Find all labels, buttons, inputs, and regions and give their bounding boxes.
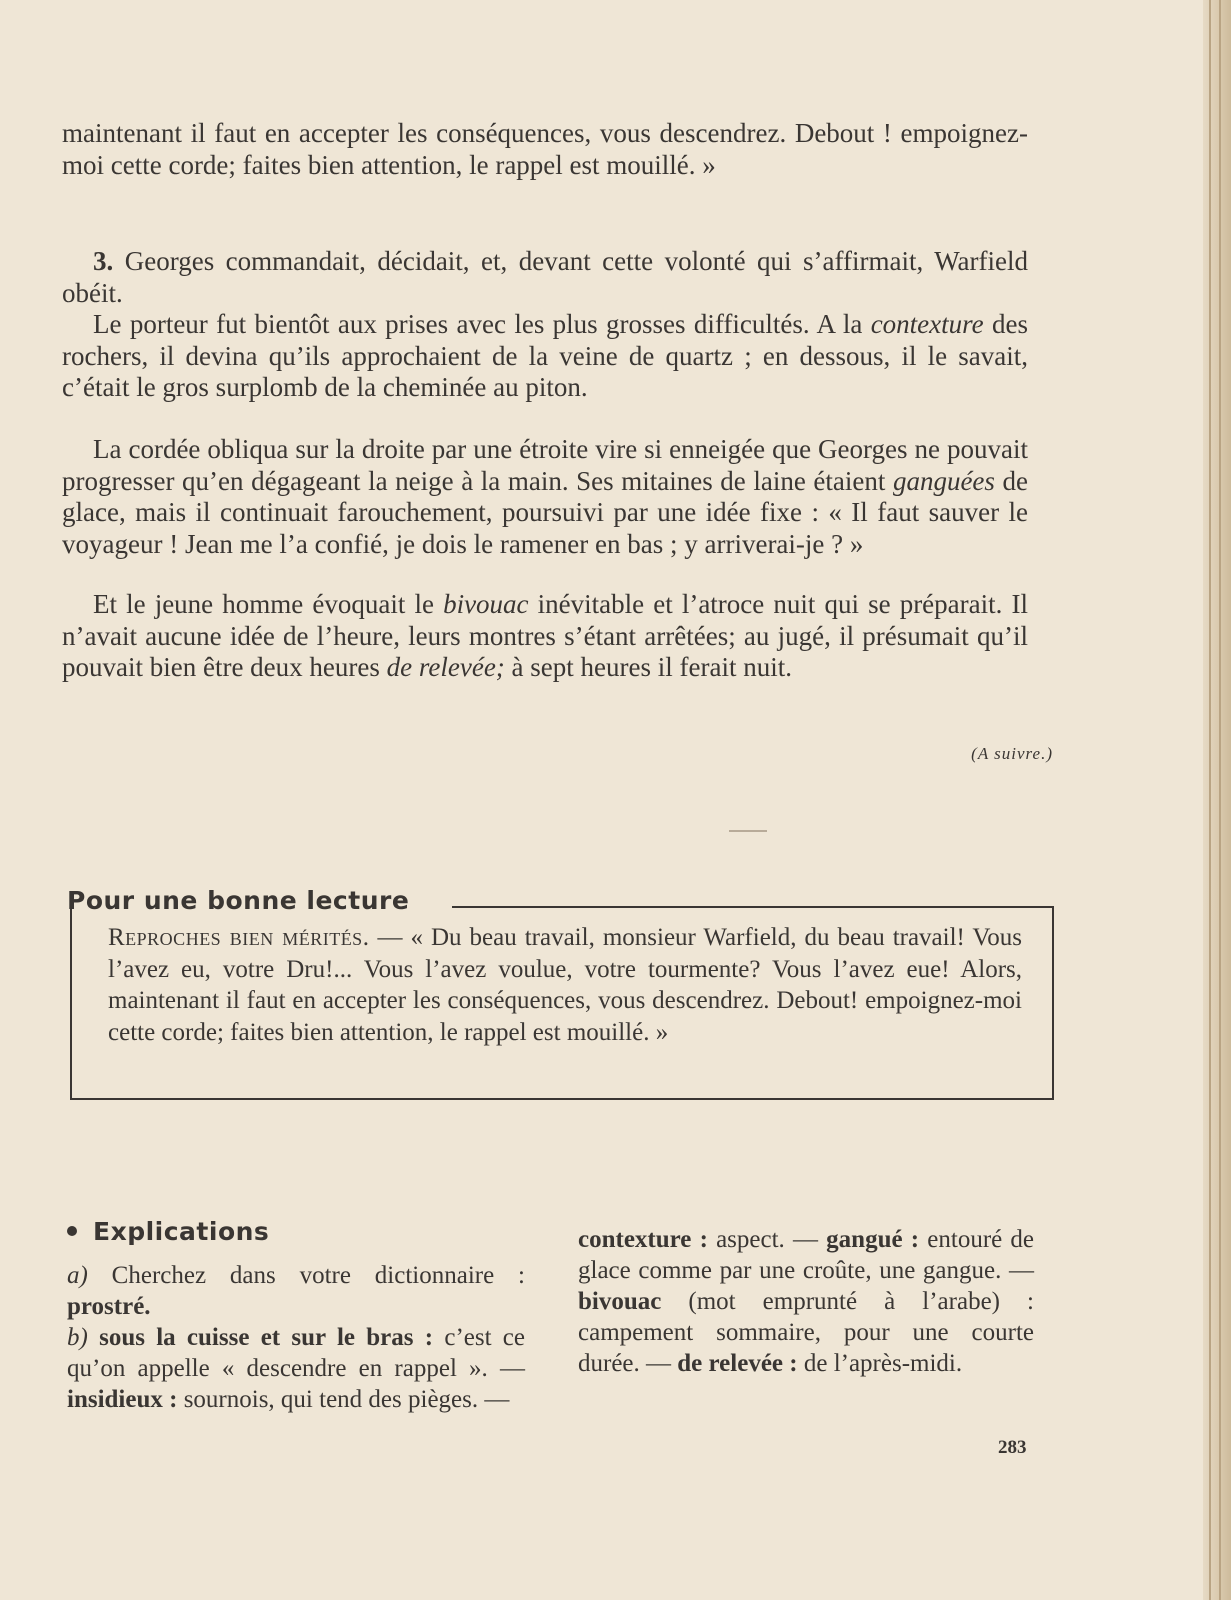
explications-title: Explications: [93, 1217, 270, 1246]
paragraph-text: inévitable et l’atroce nuit qui se préparait. Il n’avait aucune idée de l’heure, leurs montres s’étant arrêtées; au jugé, il présumait qu’il pouvait bien être deux heures: [62, 589, 1028, 682]
explication-text: Cherchez dans votre dictionnaire :: [87, 1262, 525, 1289]
to-be-continued: (A suivre.): [971, 744, 1053, 763]
explication-term: gangué :: [826, 1226, 920, 1253]
separator-dash: [729, 830, 767, 832]
paragraph-text: des rochers, il devina qu’ils approchaient de la veine de quartz ; en dessous, il le savait, c’était le gros surplomb de la cheminée au piton.: [62, 309, 1028, 402]
reading-box-lead: Reproches bien mérités.: [108, 924, 370, 951]
explication-text: entouré de glace comme par une croûte, une gangue. —: [578, 1226, 1035, 1284]
paragraph-3: [62, 246, 1028, 309]
paragraph-text: Le porteur fut bientôt aux prises avec les plus grosses difficultés. A la: [93, 309, 871, 339]
paragraph-text: Et le jeune homme évoquait le: [93, 589, 444, 619]
item-label: a): [67, 1262, 88, 1289]
explications-heading: [67, 1217, 269, 1246]
explication-term: de relevée :: [677, 1350, 798, 1377]
glossary-term: bivouac: [443, 589, 529, 619]
reading-box-title: Pour une bonne lecture: [67, 886, 410, 915]
page-edge: [1203, 0, 1231, 1600]
reading-box-body: — « Du beau travail, monsieur Warfield, du beau travail! Vous l’avez eu, votre Dru!... Vous l’avez voulue, votre tourmente? Vous l’avez eue! Alors, maintenant il faut en accepter les conséquences, vous descendrez. Debout! empoignez-moi cette corde; faites bien attention, le rappel est mouillé. »: [108, 924, 1022, 1046]
section-number: 3.: [93, 246, 114, 276]
paragraph-text: Georges commandait, décidait, et, devant cette volonté qui s’affirmait, Warfield obéit.: [62, 246, 1028, 308]
explication-term: prostré.: [67, 1293, 151, 1320]
explication-term: insidieux :: [67, 1386, 178, 1413]
bullet-icon: [67, 1226, 77, 1236]
explication-term: contexture :: [578, 1226, 708, 1253]
glossary-term: contexture: [870, 309, 984, 339]
explication-text: de l’après-midi.: [797, 1350, 963, 1377]
explication-text: (mot emprunté à l’arabe) : campement sommaire, pour une courte durée. —: [578, 1288, 1034, 1377]
paragraph-number: [62, 246, 113, 276]
explications-left-column: [67, 1260, 525, 1415]
explication-term: bivouac: [578, 1288, 662, 1315]
paragraph-continuation: [62, 118, 1028, 181]
explication-text: aspect. —: [707, 1226, 827, 1253]
page-number: 283: [998, 1437, 1027, 1458]
glossary-term: de relevée;: [386, 652, 505, 682]
paragraph-bivouac: [62, 589, 1028, 684]
paragraph-cordee: [62, 434, 1028, 560]
reading-box-text: [108, 922, 1022, 1048]
page-edge-line: [1219, 0, 1221, 1600]
paragraph-text: maintenant il faut en accepter les conséquences, vous descendrez. Debout ! empoignez-moi cette corde; faites bien attention, le rappel est mouillé. »: [62, 118, 1028, 180]
explications-right-column: [578, 1224, 1034, 1379]
explication-term: sous la cuisse et sur le bras :: [87, 1324, 434, 1351]
paragraph-porteur: [62, 309, 1028, 404]
page-edge-line: [1209, 0, 1211, 1600]
explication-text: c’est ce qu’on appelle « descendre en rappel ». —: [67, 1324, 525, 1382]
paragraph-text: à sept heures il ferait nuit.: [504, 652, 792, 682]
glossary-term: ganguées: [892, 465, 995, 496]
item-label: b): [67, 1324, 88, 1351]
explication-text: sournois, qui tend des pièges. —: [177, 1386, 510, 1413]
paragraph-text: La cordée obliqua sur la droite par une étroite vire si enneigée que Georges ne pouvait progresser qu’en dégageant la neige à la main. Ses mitaines de laine étaient: [62, 434, 1028, 496]
paragraph-text: de glace, mais il continuait farouchement, poursuivi par une idée fixe : « Il faut sauver le voyageur ! Jean me l’a confié, je dois le ramener en bas ; y arriverai-je ? »: [62, 465, 1028, 559]
